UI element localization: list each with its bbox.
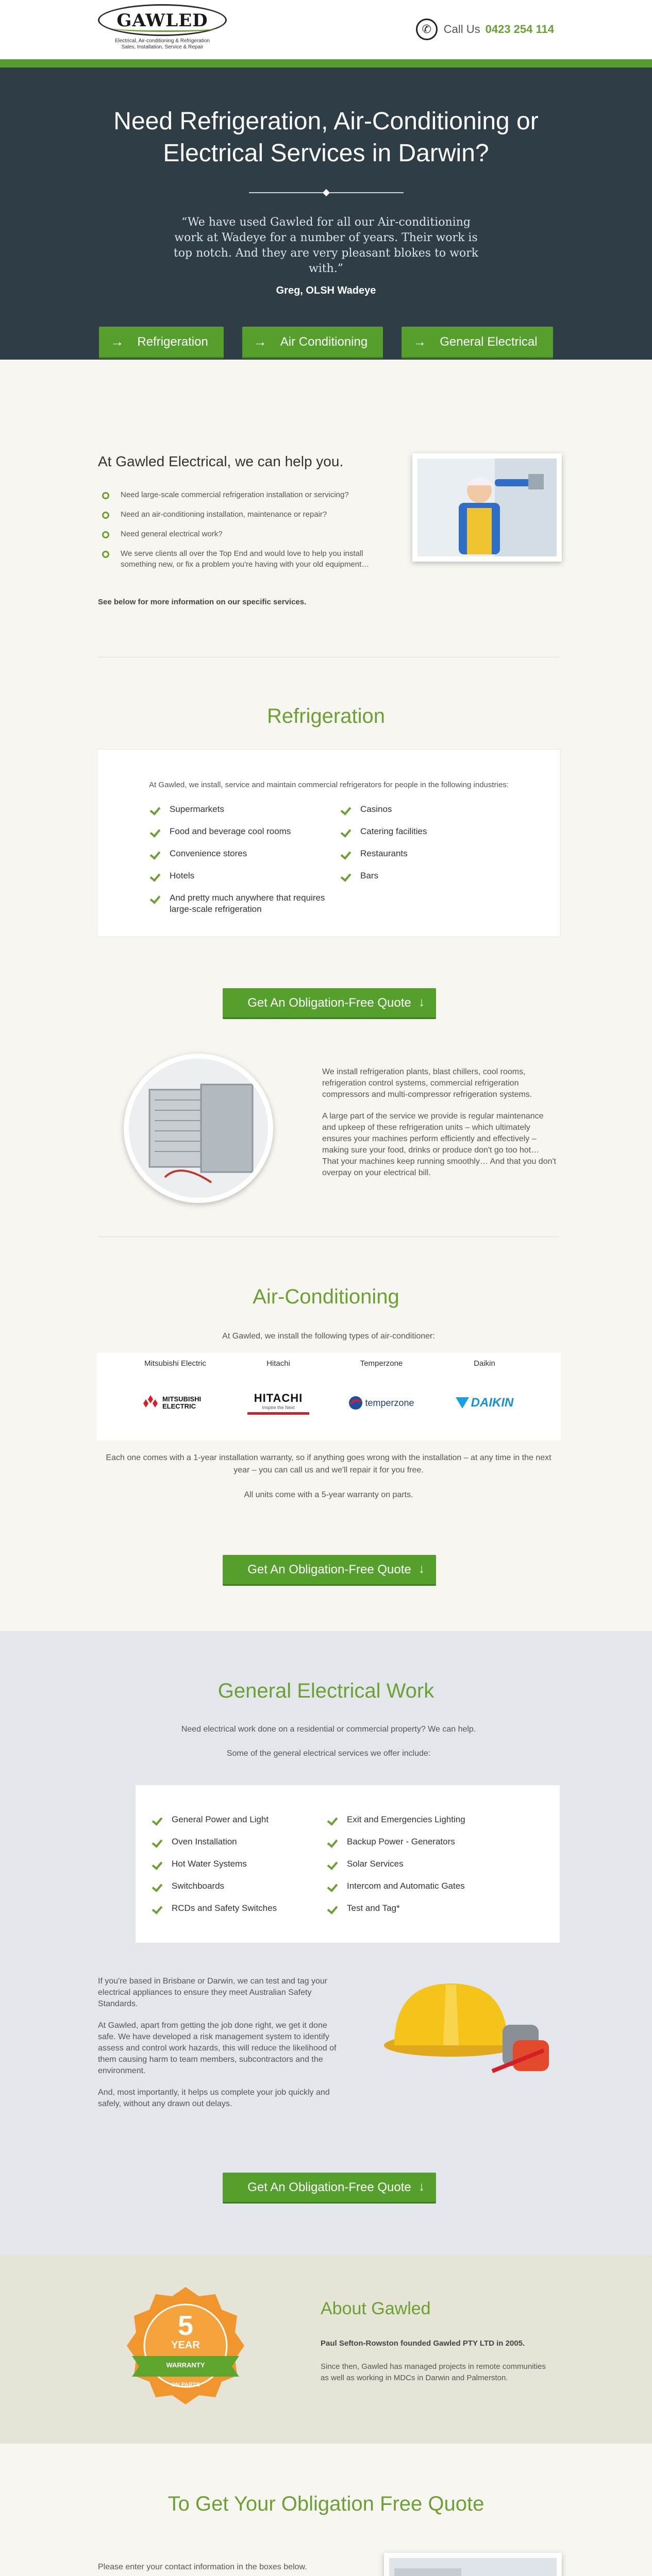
- electrical-title: General Electrical Work: [218, 1680, 434, 1702]
- arrow-down-icon: ↓: [419, 995, 425, 1009]
- about-title: About Gawled: [321, 2299, 431, 2318]
- diamond-icon: [323, 189, 330, 196]
- button-label: Get An Obligation-Free Quote: [247, 995, 411, 1010]
- button-label: Get An Obligation-Free Quote: [247, 2180, 411, 2194]
- mitsubishi-wordmark: MITSUBISHI ELECTRIC: [162, 1395, 202, 1410]
- about-section-background: [0, 2256, 652, 2444]
- refrigeration-card: [97, 749, 561, 937]
- aircon-parts-warranty: All units come with a 5-year warranty on parts.: [244, 1490, 413, 1499]
- brand-name: Mitsubishi Electric: [144, 1359, 207, 1368]
- call-label: Call Us: [443, 23, 480, 36]
- list-item: Casinos: [340, 804, 494, 815]
- brand-daikin: [438, 1359, 531, 1415]
- list-item: Need general electrical work?: [98, 529, 371, 539]
- hero-divider: [249, 189, 404, 196]
- list-item: Supermarkets: [149, 804, 329, 815]
- quote-section-title: To Get Your Obligation Free Quote: [168, 2493, 484, 2515]
- list-item: Restaurants: [340, 848, 494, 859]
- list-item: General Power and Light: [151, 1814, 316, 1825]
- electrical-description: [98, 1976, 338, 2120]
- quote-instructions: [98, 2562, 340, 2576]
- brand-name: Hitachi: [266, 1359, 290, 1368]
- electrical-list-left: [151, 1814, 316, 1925]
- divider: [98, 1236, 559, 1237]
- hard-hat-image: [374, 1968, 559, 2087]
- list-item: Oven Installation: [151, 1836, 316, 1848]
- header: [0, 0, 652, 59]
- badge-year: YEAR: [171, 2340, 200, 2351]
- button-label: Refrigeration: [137, 334, 208, 349]
- call-us[interactable]: [416, 19, 554, 40]
- technician-photo: [384, 2553, 562, 2576]
- badge-ribbon: WARRANTY: [166, 2361, 205, 2369]
- list-item: Need large-scale commercial refrigeration installation or servicing?: [98, 489, 371, 500]
- paragraph: Please enter your contact information in the boxes below.: [98, 2563, 307, 2571]
- hitachi-bar: [247, 1412, 309, 1415]
- refrigeration-list-right: [340, 804, 494, 892]
- about-founder: Paul Sefton-Rowston founded Gawled PTY LTD in 2005.: [321, 2339, 525, 2348]
- arrow-down-icon: ↓: [419, 2180, 425, 2194]
- refrigeration-unit-illustration: [129, 1059, 268, 1198]
- logo-text: GAWLED: [116, 10, 208, 31]
- list-item: Convenience stores: [149, 848, 329, 859]
- brand-hitachi: [232, 1359, 325, 1415]
- logo-subtitle: Electrical, Air-conditioning & Refrigeration Sales, Installation, Service & Repair: [115, 38, 210, 50]
- button-label: Air Conditioning: [280, 334, 368, 349]
- button-label: Get An Obligation-Free Quote: [247, 1562, 411, 1577]
- refrigeration-description: [322, 1066, 557, 1189]
- button-label: General Electrical: [440, 334, 538, 349]
- mitsubishi-diamonds-icon: [142, 1395, 159, 1411]
- list-item: Exit and Emergencies Lighting: [326, 1814, 512, 1825]
- list-item: We serve clients all over the Top End and would love to help you install something new, or fix a problem you're having with your old equipment…: [98, 548, 371, 570]
- mitsubishi-logo: [129, 1391, 222, 1415]
- electrical-list-right: [326, 1814, 512, 1925]
- see-below-text: See below for more information on our specific services.: [98, 598, 307, 606]
- list-item: Bars: [340, 870, 494, 882]
- paragraph: A large part of the service we provide is regular maintenance and upkeep of these refrigeration units – which ultimately ensures your machines perform efficiently and effectively – making sure your food, drinks or produce don't go too hot… That your machines keep running smoothly… And that you don't overpay on your electrical bill.: [322, 1112, 556, 1177]
- paragraph: We install refrigeration plants, blast chillers, cool rooms, refrigeration control systems, commercial refrigeration compressors and multi-compressor refrigeration systems.: [322, 1067, 532, 1099]
- refrigeration-title: Refrigeration: [266, 705, 385, 727]
- badge-number: 5: [177, 2310, 194, 2341]
- temperzone-swirl-icon: [348, 1396, 363, 1410]
- list-item: Intercom and Automatic Gates: [326, 1880, 512, 1892]
- list-item: Need an air-conditioning installation, maintenance or repair?: [98, 509, 371, 520]
- electrical-card: [135, 1785, 560, 1943]
- brand-name: Temperzone: [360, 1359, 403, 1368]
- electrical-intro: Need electrical work done on a residential or commercial property? We can help.: [181, 1725, 476, 1734]
- hero-title: Need Refrigeration, Air-Conditioning or Electrical Services in Darwin?: [113, 108, 539, 167]
- list-item: And pretty much anywhere that requires large-scale refrigeration: [149, 892, 329, 915]
- daikin-wordmark: DAIKIN: [471, 1396, 514, 1410]
- arrow-down-icon: ↓: [419, 1562, 425, 1576]
- brand-mitsubishi: [129, 1359, 222, 1415]
- arrow-right-icon: →: [253, 334, 267, 349]
- refrigeration-quote-button[interactable]: [223, 988, 436, 1019]
- hard-hat-illustration: [374, 1968, 559, 2087]
- list-item: Food and beverage cool rooms: [149, 826, 329, 837]
- about-history: Since then, Gawled has managed projects in remote communities as well as working in MDCs in Darwin and Palmerston.: [321, 2362, 546, 2382]
- refrigeration-intro: At Gawled, we install, service and maintain commercial refrigerators for people in the following industries:: [149, 781, 509, 789]
- daikin-logo: [438, 1391, 531, 1415]
- brand-name: Daikin: [474, 1359, 495, 1368]
- aircon-intro: At Gawled, we install the following types of air-conditioner:: [222, 1332, 435, 1341]
- daikin-triangle-icon: [456, 1397, 469, 1409]
- list-item: Switchboards: [151, 1880, 316, 1892]
- paragraph: If you're based in Brisbane or Darwin, we can test and tag your electrical appliances to ensure they meet Australian Safety Standards.: [98, 1977, 328, 2008]
- general-electrical-button[interactable]: [402, 327, 553, 359]
- phone-number[interactable]: 0423 254 114: [485, 23, 554, 36]
- electrical-subintro: Some of the general electrical services we offer include:: [226, 1749, 431, 1758]
- hitachi-wordmark: HITACHI: [254, 1391, 303, 1404]
- aircon-quote-button[interactable]: [223, 1555, 436, 1586]
- hero: [0, 59, 652, 360]
- aircon-title: Air-Conditioning: [253, 1285, 399, 1308]
- list-item: Hotels: [149, 870, 329, 882]
- temperzone-wordmark: temperzone: [365, 1397, 414, 1408]
- list-item: Solar Services: [326, 1858, 512, 1870]
- paragraph: At Gawled, apart from getting the job done right, we get it done safe. We have developed a risk management system to identify assess and control work hazards, this will reduce the likelihood of them causing harm to team members, subcontractors and the environment.: [98, 2021, 337, 2075]
- help-list: [98, 489, 371, 579]
- refrigeration-button[interactable]: [99, 327, 223, 359]
- hero-buttons: [0, 327, 652, 359]
- badge-bottom: ON PARTS: [171, 2382, 200, 2388]
- temperzone-logo: [335, 1391, 428, 1415]
- refrigeration-list-left: [149, 804, 329, 926]
- electrician-photo: [412, 453, 562, 562]
- logo[interactable]: [98, 4, 227, 56]
- hitachi-logo: [232, 1391, 325, 1415]
- paragraph: And, most importantly, it helps us complete your job quickly and safely, without any drawn out delays.: [98, 2088, 330, 2108]
- phone-icon: ✆: [416, 19, 438, 40]
- brand-list: [129, 1359, 531, 1415]
- warranty-badge: [124, 2284, 247, 2408]
- air-conditioning-button[interactable]: [242, 327, 383, 359]
- list-item: RCDs and Safety Switches: [151, 1903, 316, 1914]
- arrow-right-icon: →: [413, 334, 427, 349]
- help-title: At Gawled Electrical, we can help you.: [98, 453, 344, 469]
- electrician-illustration: [417, 459, 557, 556]
- testimonial-author: Greg, OLSH Wadeye: [276, 285, 376, 296]
- testimonial-quote: “We have used Gawled for all our Air-conditioning work at Wadeye for a number of years. Their work is top notch. And they are very pleasant blokes to work with.”: [173, 216, 479, 275]
- hitachi-tagline: Inspire the Next: [262, 1404, 295, 1410]
- electrical-quote-button[interactable]: [223, 2173, 436, 2204]
- aircon-warranty-text: Each one comes with a 1-year installation warranty, so if anything goes wrong with the installation – at any time in the next year – you can call us and we'll repair it for you free.: [106, 1453, 551, 1475]
- list-item: Catering facilities: [340, 826, 494, 837]
- technician-illustration: [389, 2558, 557, 2576]
- refrigeration-unit-photo: [124, 1054, 273, 1203]
- list-item: Backup Power - Generators: [326, 1836, 512, 1848]
- list-item: Hot Water Systems: [151, 1858, 316, 1870]
- arrow-right-icon: →: [110, 334, 124, 349]
- list-item: Test and Tag*: [326, 1903, 512, 1914]
- brand-temperzone: [335, 1359, 428, 1415]
